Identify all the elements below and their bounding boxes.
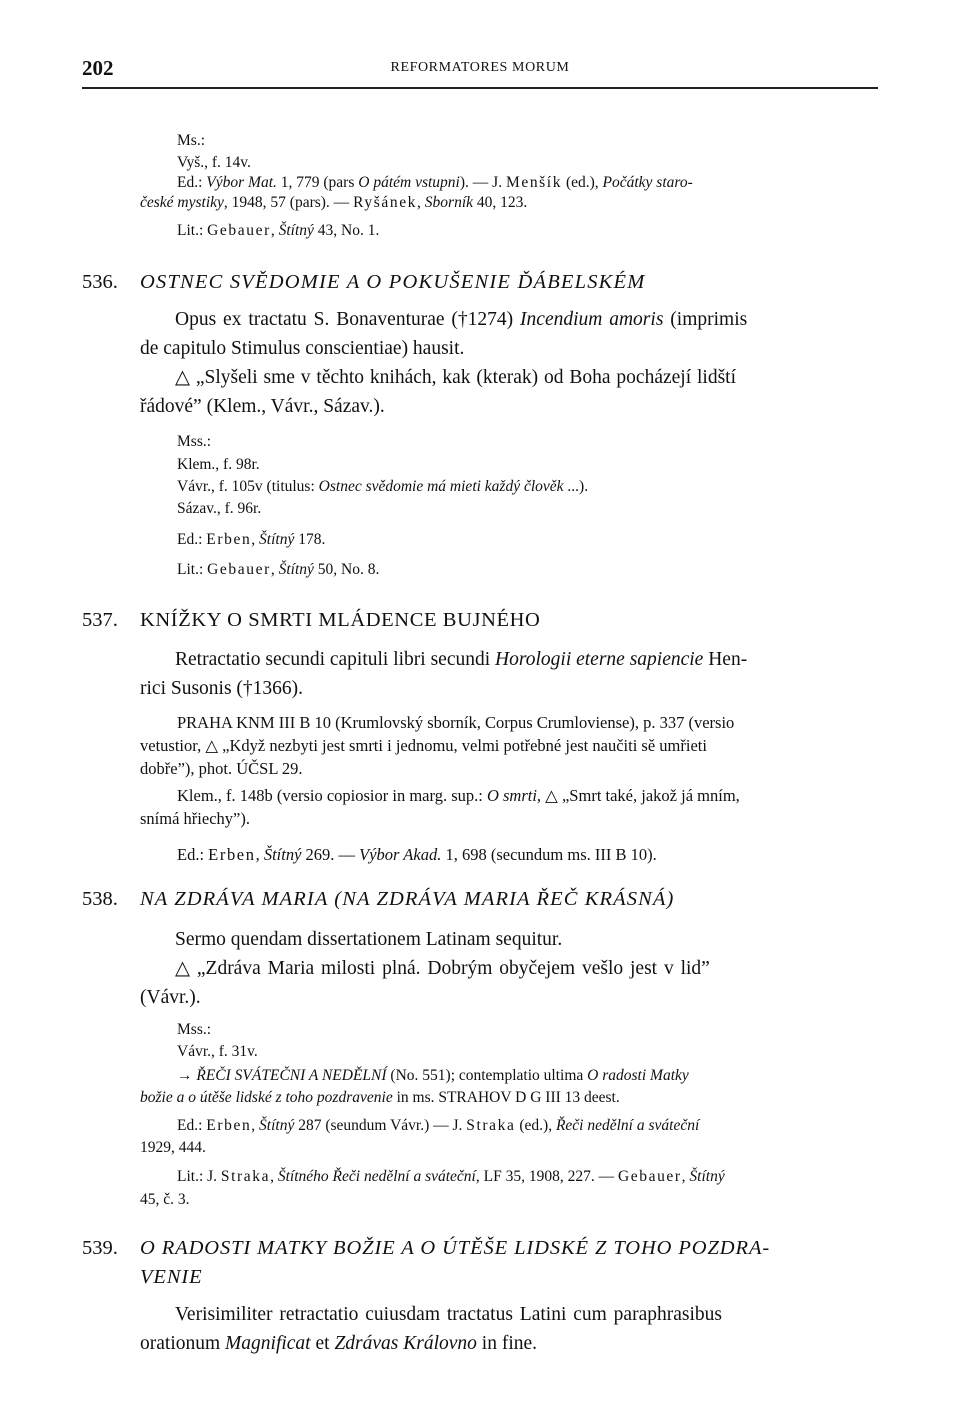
entry-number: 536.: [82, 271, 118, 293]
mss-label: Mss.:: [177, 433, 212, 450]
entry-title: OSTNEC SVĚDOMIE A O POKUŠENIE ĎÁBELSKÉM: [140, 271, 646, 293]
edition-line-2: české mystiky, 1948, 57 (pars). — Ryšánek, Sborník 40, 123.: [140, 194, 528, 211]
edition-line: Ed.: Erben, Štítný 269. — Výbor Akad. 1, 698 (secundum ms. III B 10).: [177, 845, 657, 864]
entry-title: NA ZDRÁVA MARIA (NA ZDRÁVA MARIA ŘEČ KRÁSNÁ): [140, 888, 675, 910]
incipit-line: (Vávr.).: [140, 987, 201, 1008]
cross-reference-line: božie a o útěše lidské z toho pozdravenie in ms. STRAHOV D G III 13 deest.: [140, 1089, 620, 1106]
entry-title-continued: VENIE: [140, 1266, 203, 1288]
ms-label: Ms.:: [177, 132, 205, 149]
running-title: REFORMATORES MORUM: [390, 60, 570, 75]
body-line: Retractatio secundi capituli libri secundi Horologii eterne sapiencie Hen-: [175, 649, 748, 670]
page-header: [82, 54, 878, 84]
ms-line: Sázav., f. 96r.: [177, 500, 262, 517]
mss-label: Mss.:: [177, 1021, 212, 1038]
body-line: rici Susonis (†1366).: [140, 678, 304, 699]
body-line: de capitulo Stimulus conscientiae) hausit.: [140, 338, 465, 359]
ms-line: Vyš., f. 14v.: [177, 154, 251, 171]
edition-line: Ed.: Erben, Štítný 178.: [177, 531, 326, 548]
ms-line: Klem., f. 98r.: [177, 456, 260, 473]
page-number: 202: [82, 56, 114, 80]
ms-line: vetustior, △ „Když nezbyti jest smrti i jednomu, velmi potřebné jest naučiti sě umřieti: [140, 736, 707, 755]
literature-line: Lit.: Gebauer, Štítný 50, No. 8.: [177, 561, 380, 578]
literature-line: 45, č. 3.: [140, 1191, 190, 1208]
header-rule: [82, 87, 878, 89]
incipit-line: △ „Slyšeli sme v těchto knihách, kak (kterak) od Boha pocházejí lidští: [175, 367, 737, 388]
body-line: Opus ex tractatu S. Bonaventurae (†1274) Incendium amoris (imprimis: [175, 309, 748, 330]
ms-line: Vávr., f. 31v.: [177, 1043, 258, 1060]
ms-line: snímá hřiechy”).: [140, 809, 250, 828]
entry-title: O RADOSTI MATKY BOŽIE A O ÚTĚŠE LIDSKÉ Z TOHO POZDRA-: [140, 1237, 771, 1259]
ms-line: Vávr., f. 105v (titulus: Ostnec svědomie má mieti každý člověk ...).: [177, 478, 589, 495]
edition-line: Ed.: Erben, Štítný 287 (seundum Vávr.) — J. Straka (ed.), Řeči nedělní a sváteční: [177, 1117, 700, 1134]
body-line: orationum Magnificat et Zdrávas Královno in fine.: [140, 1333, 538, 1354]
literature-line: Lit.: J. Straka, Štítného Řeči nedělní a sváteční, LF 35, 1908, 227. — Gebauer, Štítný: [177, 1168, 725, 1185]
ms-line: PRAHA KNM III B 10 (Krumlovský sborník, Corpus Crumloviense), p. 337 (versio: [177, 713, 735, 732]
body-line: Verisimiliter retractatio cuiusdam tractatus Latini cum paraphrasibus: [175, 1304, 722, 1325]
incipit-line: △ „Zdráva Maria milosti plná. Dobrým obyčejem vešlo jest v lid”: [175, 958, 710, 979]
edition-line-1: Ed.: Výbor Mat. 1, 779 (pars O pátém vstupni). — J. Menšík (ed.), Počátky staro-: [177, 174, 693, 191]
edition-line: 1929, 444.: [140, 1139, 206, 1156]
incipit-line: řádové” (Klem., Vávr., Sázav.).: [140, 396, 385, 417]
literature-line: Lit.: Gebauer, Štítný 43, No. 1.: [177, 222, 380, 239]
entry-number: 538.: [82, 888, 118, 910]
ms-line: dobře”), phot. ÚČSL 29.: [140, 759, 303, 778]
entry-number: 537.: [82, 609, 118, 631]
ms-line: Klem., f. 148b (versio copiosior in marg. sup.: O smrti, △ „Smrt také, jakož já mním,: [177, 786, 740, 805]
entry-number: 539.: [82, 1237, 118, 1259]
body-line: Sermo quendam dissertationem Latinam sequitur.: [175, 929, 563, 950]
cross-reference-line: → ŘEČI SVÁTEČNI A NEDĚLNÍ (No. 551); contemplatio ultima O radosti Matky: [177, 1067, 689, 1084]
entry-title: KNÍŽKY O SMRTI MLÁDENCE BUJNÉHO: [140, 609, 541, 631]
